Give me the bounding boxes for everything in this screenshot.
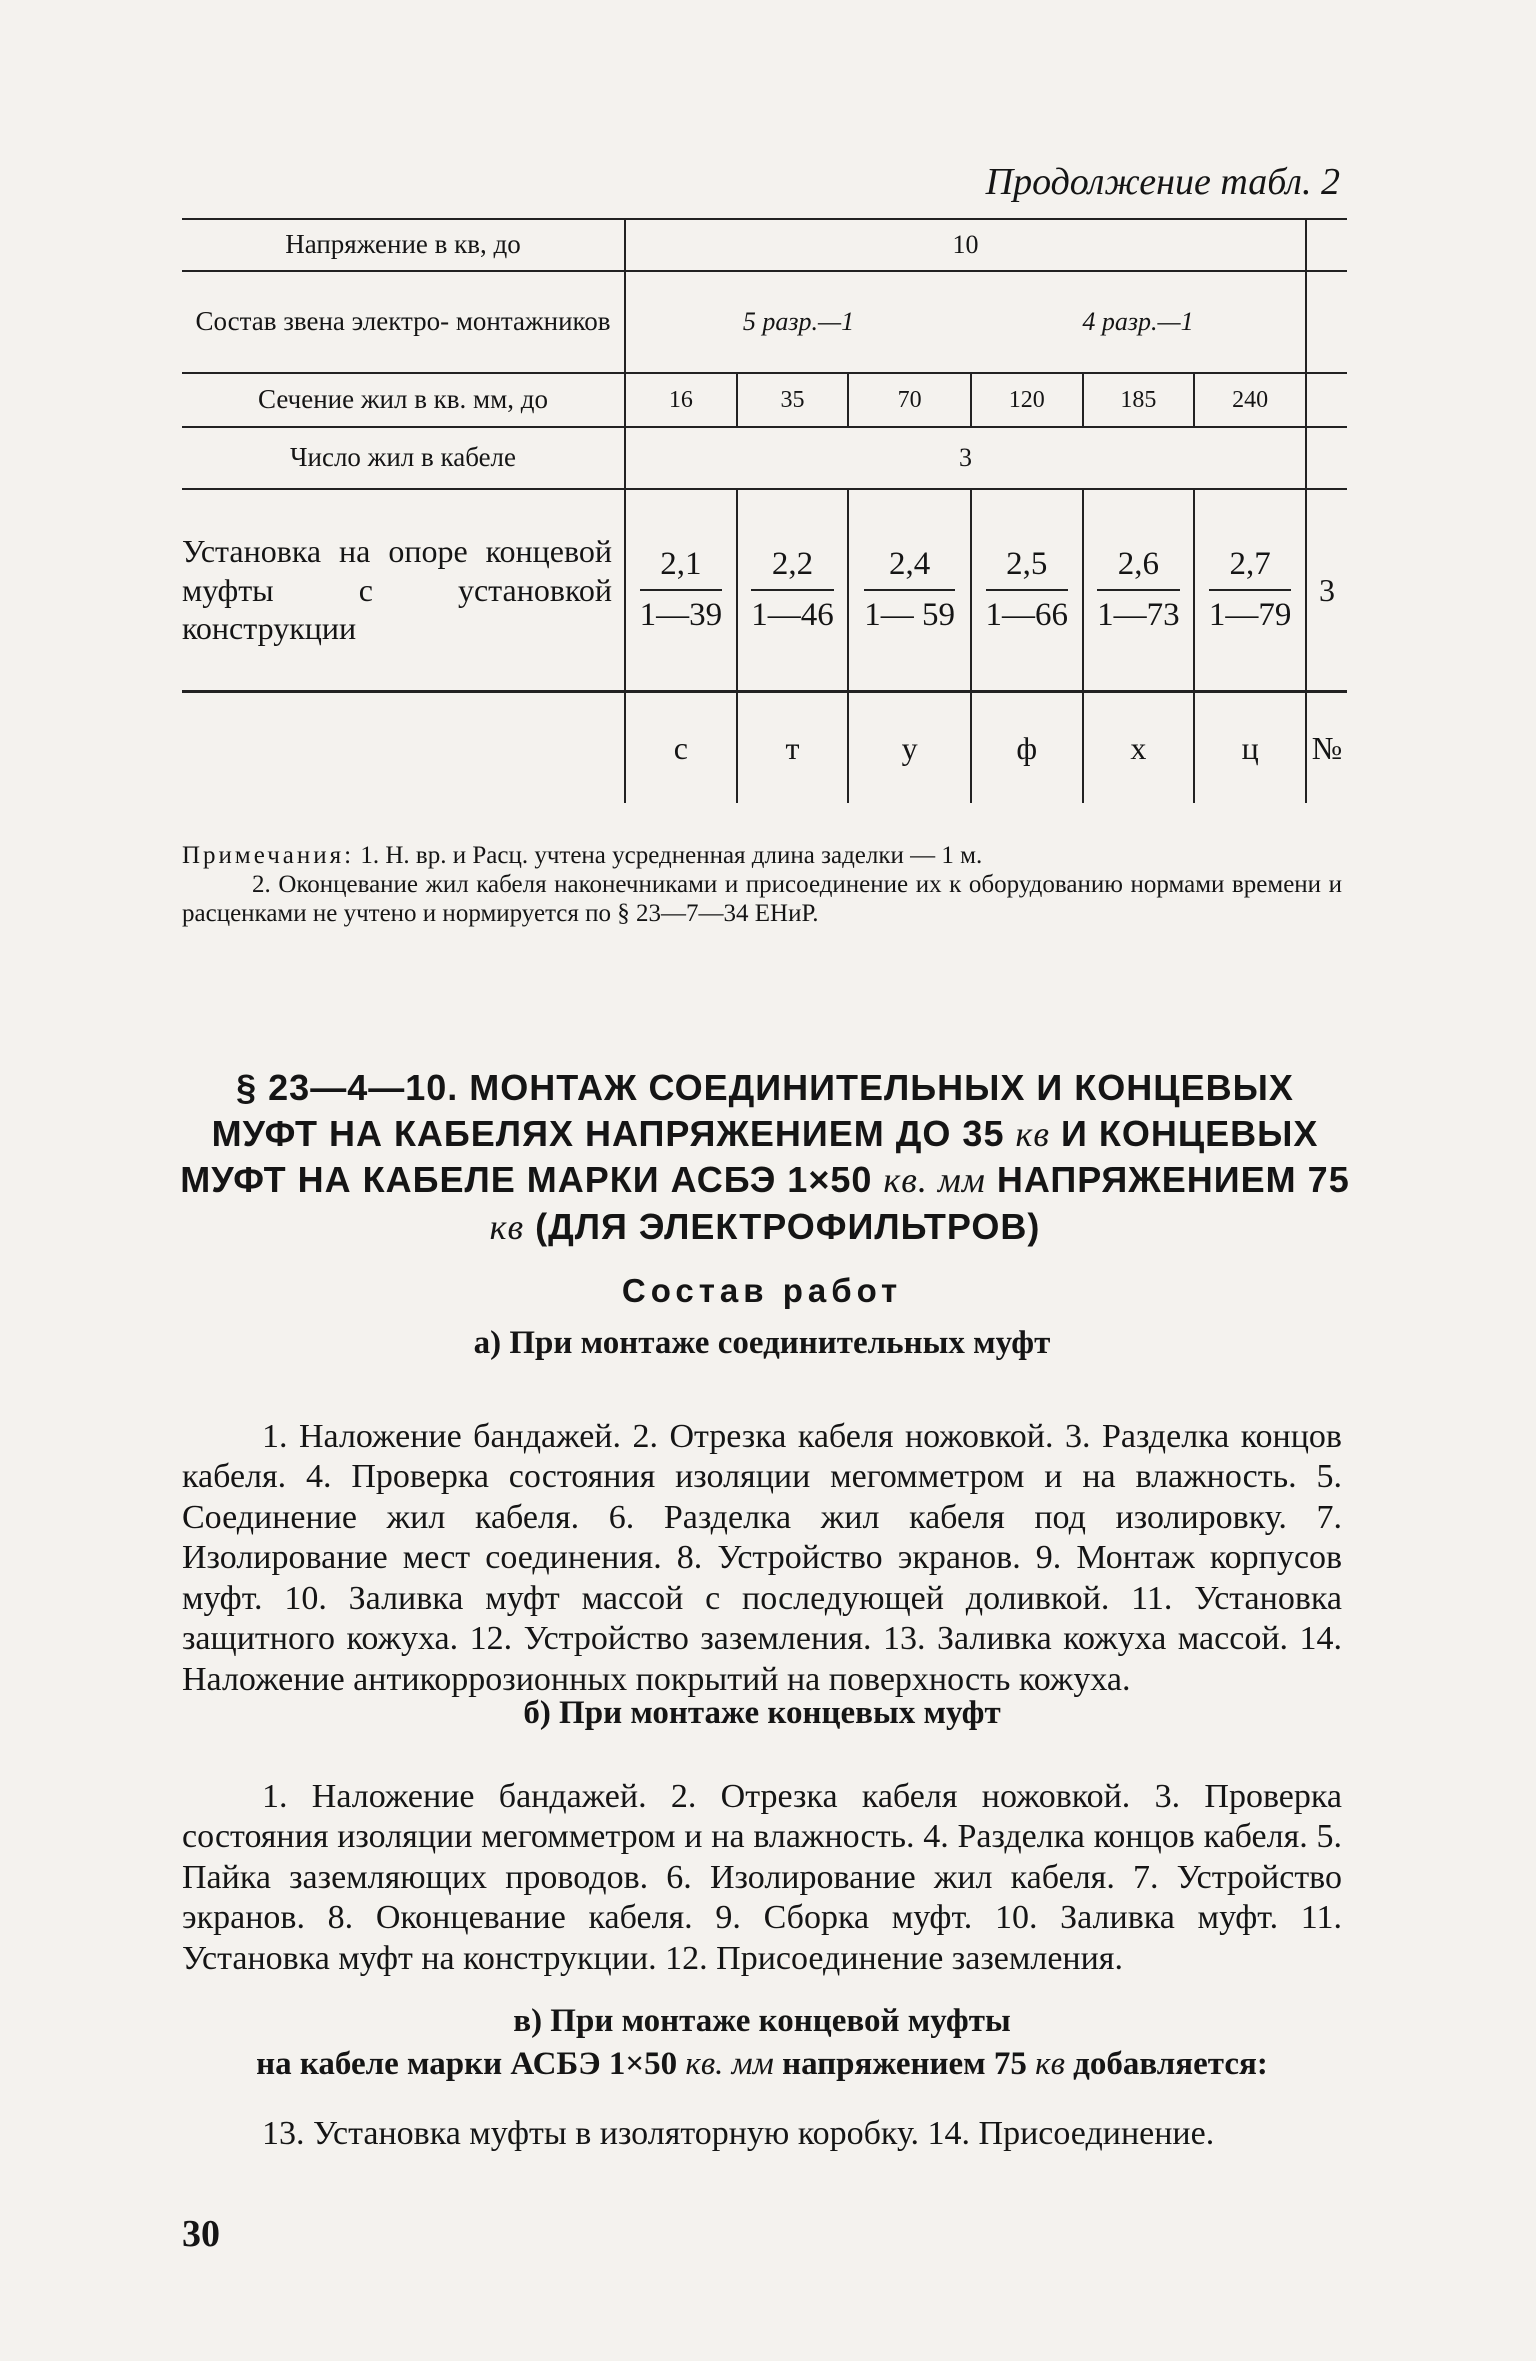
section-value: 185 (1083, 373, 1195, 427)
notes-heading: Примечания: (182, 842, 355, 869)
subsection-c-text: 13. Установка муфты в изоляторную коробку. 14. Присоединение. (262, 2115, 1215, 2152)
crew-label: Состав звена электро- монтажников (182, 271, 625, 373)
rate-value: 1—66 (985, 597, 1068, 633)
table-row-operation (182, 489, 1347, 692)
work-composition-heading: Состав работ (621, 1272, 903, 1309)
rate-value: 1—46 (751, 597, 834, 633)
norm-cell (971, 489, 1083, 692)
rate-value: 1— 59 (864, 597, 955, 633)
subsection-c-heading: в) При монтаже концевой муфты на кабеле марки АСБЭ 1×50 кв. мм напряжением 75 кв добавляется: (256, 2003, 1268, 2082)
column-letter: х (1083, 692, 1195, 804)
operation-number: 3 (1306, 489, 1347, 692)
time-norm: 2,2 (751, 546, 834, 591)
time-norm: 2,1 (640, 546, 723, 591)
operation-label: Установка на опоре концевой муфты с установкой конструкции (182, 489, 625, 692)
norm-cell (1083, 489, 1195, 692)
table-row-voltage (182, 219, 1347, 271)
table-row-cores (182, 427, 1347, 489)
norm-cell (737, 489, 849, 692)
page-number: 30 (182, 2213, 220, 2255)
norm-cell (625, 489, 737, 692)
norm-cell (848, 489, 971, 692)
rate-value: 1—39 (639, 597, 723, 633)
time-norm: 2,7 (1209, 546, 1292, 591)
rate-value: 1—79 (1208, 597, 1292, 633)
section-value: 35 (737, 373, 849, 427)
crew-grade-4: 4 разр.—1 (971, 271, 1306, 373)
section-value: 16 (625, 373, 737, 427)
crew-grade-5: 5 разр.—1 (625, 271, 971, 373)
section-label: Сечение жил в кв. мм, до (182, 373, 625, 427)
cores-value: 3 (625, 427, 1306, 489)
section-value: 70 (848, 373, 971, 427)
time-norm: 2,4 (864, 546, 955, 591)
norm-cell (1194, 489, 1306, 692)
table-row-letters (182, 692, 1347, 804)
column-letter: ц (1194, 692, 1306, 804)
time-norm: 2,6 (1097, 546, 1180, 591)
note-2: 2. Оконцевание жил кабеля наконечниками и присоединение их к оборудованию нормами времени и расценками не учтено и нормируется по § 23—7—34 ЕНиР. (182, 870, 1342, 927)
voltage-value: 10 (625, 219, 1306, 271)
section-value: 120 (971, 373, 1083, 427)
column-letter: ф (971, 692, 1083, 804)
table-row-crew (182, 271, 1347, 373)
rate-value: 1—73 (1097, 597, 1180, 633)
subsection-b-text: 1. Наложение бандажей. 2. Отрезка кабеля ножовкой. 3. Проверка состояния изоляции мегомметром и на влажность. 4. Разделка концов кабеля. 5. Пайка заземляющих проводов. 6. Изолирование жил кабеля. 7. Устройство экранов. 8. Оконцевание кабеля. 9. Сборка муфт. 10. Заливка муфт. 11. Установка муфт на конструкции. 12. Присоединение заземления. (182, 1778, 1342, 1977)
column-letter: у (848, 692, 971, 804)
table-notes (182, 842, 1342, 928)
subsection-a-heading: а) При монтаже соединительных муфт (473, 1325, 1051, 1361)
table-row-section (182, 373, 1347, 427)
note-1-text: 1. Н. вр. и Расц. учтена усредненная длина заделки — 1 м. (360, 842, 983, 869)
subsection-a-text: 1. Наложение бандажей. 2. Отрезка кабеля ножовкой. 3. Разделка концов кабеля. 4. Проверка состояния изоляции мегомметром и на влажность. 5. Соединение жил кабеля. 6. Разделка жил кабеля под изолировку. 7. Изолирование мест соединения. 8. Устройство экранов. 9. Монтаж корпусов муфт. 10. Заливка муфт массой с последующей доливкой. 11. Установка защитного кожуха. 12. Устройство заземления. 13. Заливка кожуха массой. 14. Наложение антикоррозионных покрытий на поверхность кожуха. (182, 1418, 1342, 1698)
section-value: 240 (1194, 373, 1306, 427)
norms-table (182, 218, 1347, 803)
table-continuation-caption: Продолжение табл. 2 (985, 161, 1340, 203)
note-1 (182, 842, 1342, 871)
column-letter: с (625, 692, 737, 804)
cores-label: Число жил в кабеле (182, 427, 625, 489)
time-norm: 2,5 (986, 546, 1069, 591)
column-number-sign: № (1311, 729, 1343, 766)
voltage-label: Напряжение в кв, до (182, 219, 625, 271)
section-title: § 23—4—10. МОНТАЖ СОЕДИНИТЕЛЬНЫХ И КОНЦЕВЫХ МУФТ НА КАБЕЛЯХ НАПРЯЖЕНИЕМ ДО 35 кв И КОНЦЕВЫХ МУФТ НА КАБЕЛЕ МАРКИ АСБЭ 1×50 кв. мм НАПРЯЖЕНИЕМ 75 кв (ДЛЯ ЭЛЕКТРОФИЛЬТРОВ) (180, 1067, 1350, 1248)
subsection-b-heading: б) При монтаже концевых муфт (523, 1695, 1001, 1731)
column-letter: т (737, 692, 849, 804)
